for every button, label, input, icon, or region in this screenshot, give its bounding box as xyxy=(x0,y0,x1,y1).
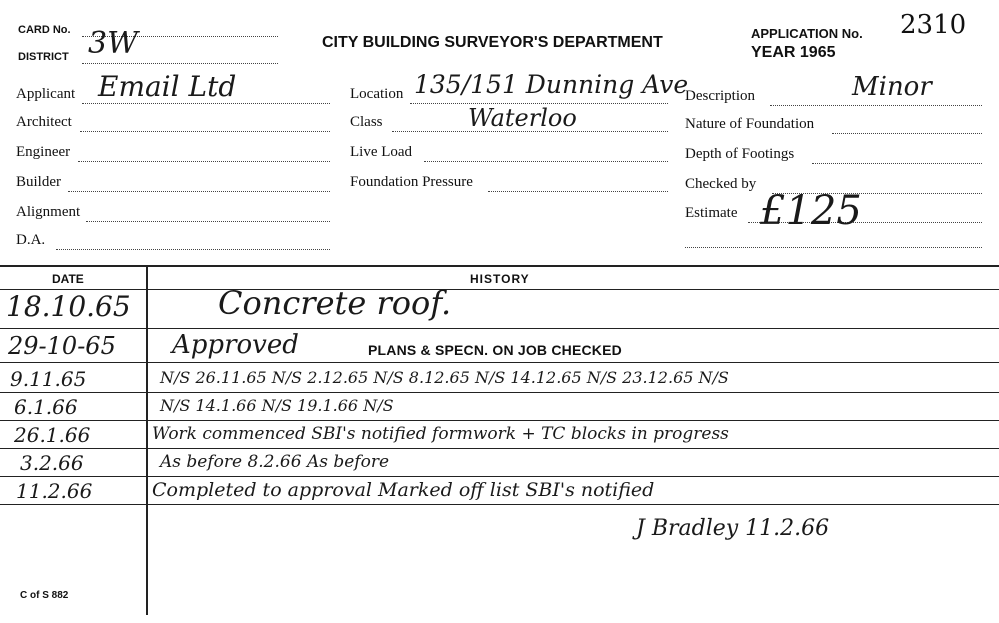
location-value-2: Waterloo xyxy=(468,104,577,132)
blank-line xyxy=(685,247,982,248)
checked-by-label: Checked by xyxy=(685,176,757,192)
history-header: HISTORY xyxy=(470,272,530,286)
row-rule xyxy=(0,476,999,477)
applicant-line xyxy=(82,103,330,104)
department-title: CITY BUILDING SURVEYOR'S DEPARTMENT xyxy=(322,34,663,51)
estimate-label: Estimate xyxy=(685,205,738,221)
engineer-label: Engineer xyxy=(16,144,71,160)
row-date: 29-10-65 xyxy=(8,332,116,360)
estimate-value: £125 xyxy=(760,188,862,234)
row-rule xyxy=(0,448,999,449)
signature: J Bradley 11.2.66 xyxy=(636,516,830,541)
engineer-line xyxy=(78,161,330,162)
district-label: DISTRICT xyxy=(18,51,69,63)
form-code: C of S 882 xyxy=(20,590,69,601)
foundation-pressure-label: Foundation Pressure xyxy=(350,174,473,190)
row-entry: As before 8.2.66 As before xyxy=(160,452,390,472)
checked-stamp: PLANS & SPECN. ON JOB CHECKED xyxy=(368,342,622,358)
live-load-line xyxy=(424,161,668,162)
district-line xyxy=(82,63,278,64)
nature-of-foundation-line xyxy=(832,133,982,134)
class-line xyxy=(392,131,668,132)
row-entry: N/S 26.11.65 N/S 2.12.65 N/S 8.12.65 N/S 14.12.65 N/S 23.12.65 N/S xyxy=(160,368,729,387)
applicant-value: Email Ltd xyxy=(98,70,237,103)
depth-of-footings-line xyxy=(812,163,982,164)
location-label: Location xyxy=(350,86,404,102)
row-rule xyxy=(0,328,999,329)
foundation-pressure-line xyxy=(488,191,668,192)
depth-of-footings-label: Depth of Footings xyxy=(685,146,795,162)
da-label: D.A. xyxy=(16,232,46,248)
description-line xyxy=(770,105,982,106)
row-entry: Approved xyxy=(172,330,299,360)
nature-of-foundation-label: Nature of Foundation xyxy=(685,116,815,132)
builder-line xyxy=(68,191,330,192)
applicant-label: Applicant xyxy=(16,86,76,102)
history-top-rule xyxy=(0,265,999,267)
row-date: 6.1.66 xyxy=(14,395,78,419)
row-date: 3.2.66 xyxy=(20,451,84,475)
date-column-rule xyxy=(146,265,148,615)
row-date: 26.1.66 xyxy=(14,423,91,447)
application-label: APPLICATION No. xyxy=(751,26,863,41)
alignment-label: Alignment xyxy=(16,204,81,220)
builder-label: Builder xyxy=(16,174,61,190)
application-number: 2310 xyxy=(900,10,967,40)
architect-label: Architect xyxy=(16,114,72,130)
year-label: YEAR 1965 xyxy=(751,44,836,61)
row-entry: Work commenced SBI's notified formwork + TC blocks in progress xyxy=(152,424,729,444)
history-header-rule xyxy=(0,289,999,290)
row-date: 9.11.65 xyxy=(10,367,87,391)
row-date: 18.10.65 xyxy=(6,290,131,323)
row-date: 11.2.66 xyxy=(16,479,93,503)
row-entry: N/S 14.1.66 N/S 19.1.66 N/S xyxy=(160,396,394,415)
row-rule xyxy=(0,362,999,363)
row-rule xyxy=(0,504,999,505)
live-load-label: Live Load xyxy=(350,144,413,160)
da-line xyxy=(56,249,330,250)
row-entry: Completed to approval Marked off list SBI's notified xyxy=(152,479,655,501)
row-entry: Concrete roof. xyxy=(218,284,452,322)
row-rule xyxy=(0,420,999,421)
district-value: 3W xyxy=(88,26,138,61)
location-value-1: 135/151 Dunning Ave xyxy=(414,70,689,99)
architect-line xyxy=(80,131,330,132)
description-value: Minor xyxy=(852,72,932,102)
description-label: Description xyxy=(685,88,755,104)
alignment-line xyxy=(86,221,330,222)
class-label: Class xyxy=(350,114,383,130)
date-header: DATE xyxy=(52,272,84,286)
row-rule xyxy=(0,392,999,393)
card-no-label: CARD No. xyxy=(18,24,71,36)
